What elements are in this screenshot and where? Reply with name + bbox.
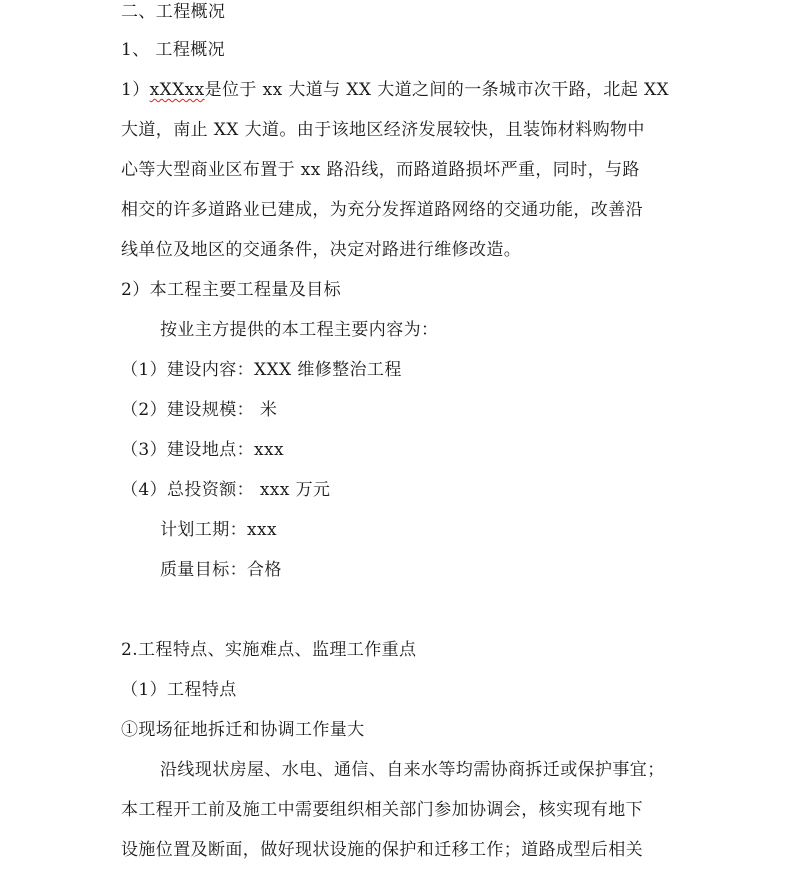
list-item: （1）建设内容：XXX 维修整治工程: [121, 360, 402, 380]
paragraph-text: 是位于 xx 大道与 XX 大道之间的一条城市次干路，北起 XX: [204, 80, 669, 100]
paragraph-line: 设施位置及断面，做好现状设施的保护和迁移工作；道路成型后相关: [121, 840, 643, 860]
paragraph-line: 线单位及地区的交通条件，决定对路进行维修改造。: [121, 240, 522, 260]
item-prefix: 1）: [121, 80, 150, 100]
point-title: ①现场征地拆迁和协调工作量大: [121, 720, 365, 740]
sub-heading: （1）工程特点: [121, 680, 237, 700]
heading-project-overview: 1、 工程概况: [121, 40, 226, 60]
list-item: （3）建设地点：xxx: [121, 440, 284, 460]
list-item: （4）总投资额： xxx 万元: [121, 480, 331, 500]
section-title: 二、工程概况: [121, 2, 226, 22]
paragraph-line: 心等大型商业区布置于 xx 路沿线，而路道路损坏严重，同时，与路: [121, 160, 640, 180]
project-name: xXXxx: [149, 80, 205, 100]
paragraph-line: 沿线现状房屋、水电、通信、自来水等均需协商拆迁或保护事宜；: [160, 760, 665, 780]
paragraph-line: [121, 78, 681, 102]
schedule-text: 计划工期：xxx: [160, 520, 277, 540]
subsection-title: 2）本工程主要工程量及目标: [121, 280, 342, 300]
quality-text: 质量目标：合格: [160, 560, 282, 580]
paragraph-line: 大道，南止 XX 大道。由于该地区经济发展较快，且装饰材料购物中: [121, 120, 645, 140]
intro-text: 按业主方提供的本工程主要内容为：: [160, 320, 439, 340]
list-item: （2）建设规模： 米: [121, 400, 278, 420]
heading-project-features: 2.工程特点、实施难点、监理工作重点: [121, 640, 417, 660]
paragraph-line: 相交的许多道路业已建成，为充分发挥道路网络的交通功能，改善沿: [121, 200, 643, 220]
paragraph-line: 本工程开工前及施工中需要组织相关部门参加协调会，核实现有地下: [121, 800, 643, 820]
